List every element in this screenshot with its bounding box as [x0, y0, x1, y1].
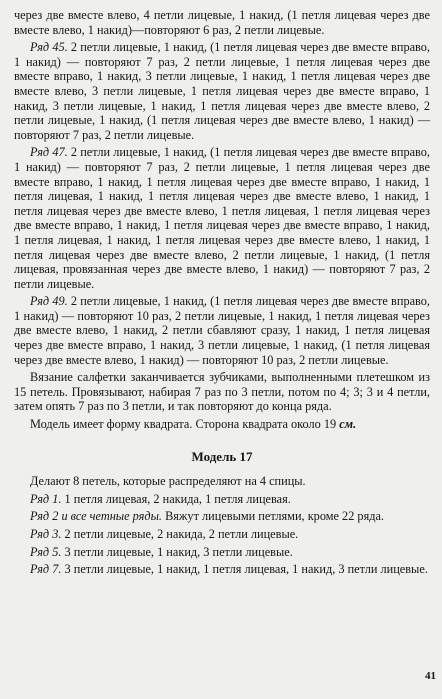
paragraph-text: Вязание салфетки заканчивается зубчиками, выполненными плетешком из 15 петель. Провязывают, набирая 7 раз по 3 петли, потом по 4; 3; 3 и 4 петли, затем опять 7 раз по 3 петли, и так повторяют до конца ряда. — [14, 370, 430, 414]
paragraph — [14, 562, 430, 577]
paragraph — [14, 417, 430, 432]
paragraphs-bottom — [14, 474, 430, 577]
paragraph — [14, 294, 430, 367]
paragraph — [14, 474, 430, 489]
unit-label: см. — [339, 417, 357, 432]
row-label: Ряд 1. — [30, 491, 62, 506]
paragraph-text: Модель имеет форму квадрата. Сторона квадрата около 19 — [30, 417, 340, 432]
row-label: Ряд 3. — [30, 527, 62, 541]
paragraph-text: 2 петли лицевые, 1 накид, (1 петля лицевая через две вместе вправо, 1 накид) — повторяют 7 раз, 2 петли лицевые, 1 петля лицевая через две вместе вправо, 1 накид, 1 петля лицевая через две вместе вправо, 1 накид, 1 петля лицевая, 1 накид, 1 петля лицевая через две вместе влево, 1 накид, 1 петля лицевая через две вместе влево, 1 петля лицевая, 1 петля лицевая через две вместе вправо, 1 накид, 1 петля лицевая через две вместе вправо, 1 накид, 1 петля лицевая, 1 накид, 1 петля лицевая через две вместе влево, 1 накид, 1 петля лицевая через две вместе влево, 2 петли лицевые, 1 накид, (1 петля лицевая, провязанная через две вместе влево, 1 накид) — повторяют 7 раз, 2 петли лицевые. — [14, 145, 430, 291]
paragraph-text: 3 петли лицевые, 1 накид, 1 петля лицевая, 1 накид, 3 петли лицевые. — [61, 562, 428, 577]
page-text — [14, 8, 430, 580]
paragraph-text: Делают 8 петель, которые распределяют на 4 спицы. — [30, 474, 306, 489]
paragraph-text: 2 петли лицевые, 1 накид, (1 петля лицевая через две вместе вправо, 1 накид) — повторяют 10 раз, 2 петли лицевые, 1 накид, 1 петля лицевая через две вместе влево, 1 накид, 2 петли сбавляют сразу, 1 накид, 1 петля лицевая через две вместе вправо, 1 накид, 3 петли лицевые, 1 накид, (1 петля лицевая через две вместе влево, 1 накид) — повторяют 10 раз, 2 петли лицевые. — [14, 294, 430, 367]
row-label: Ряд 2 и все четные ряды. — [30, 509, 162, 524]
paragraph — [14, 8, 430, 37]
paragraph — [14, 509, 430, 524]
paragraph-text: 2 петли лицевые, 1 накид, (1 петля лицевая через две вместе вправо, 1 накид) — повторяют 7 раз, 2 петли лицевые, 1 петля лицевая через две вместе вправо, 1 накид, 3 петли лицевые, 1 накид, 1 петля лицевая через две вместе влево, 3 петли лицевые, 1 петля лицевая через две вместе вправо, 1 накид, 3 петли лицевые, 1 накид, 1 петля лицевая через две вместе влево, 2 петли лицевые, 1 накид, (1 петля лицевая через две вместе влево, 1 накид) — повторяют 7 раз, 2 петли лицевые. — [14, 40, 430, 142]
paragraphs-top — [14, 8, 430, 432]
paragraph-text: 2 петли лицевые, 2 накида, 2 петли лицевые. — [61, 527, 299, 541]
section-heading: Модель 17 — [191, 448, 253, 464]
paragraph — [14, 545, 430, 560]
paragraph — [14, 492, 430, 507]
row-label: Ряд 5. — [30, 544, 62, 559]
row-label: Ряд 47. — [30, 145, 68, 160]
paragraph-text: Вяжут лицевыми петлями, кроме 22 ряда. — [162, 509, 385, 524]
paragraph — [14, 145, 430, 291]
paragraph-text: 1 петля лицевая, 2 накида, 1 петля лицевая. — [61, 491, 291, 506]
page-number: 41 — [425, 670, 436, 682]
row-label: Ряд 45. — [30, 40, 68, 55]
paragraph — [14, 40, 430, 142]
paragraph-text: 3 петли лицевые, 1 накид, 3 петли лицевые. — [61, 544, 293, 559]
paragraph — [14, 370, 430, 414]
paragraph — [14, 527, 430, 542]
paragraph-text: через две вместе влево, 4 петли лицевые, 1 накид, (1 петля лицевая через две вместе влево, 1 накид)—повторяют 6 раз, 2 петли лицевые. — [14, 8, 430, 37]
row-label: Ряд 7. — [30, 562, 62, 577]
row-label: Ряд 49. — [30, 294, 68, 309]
